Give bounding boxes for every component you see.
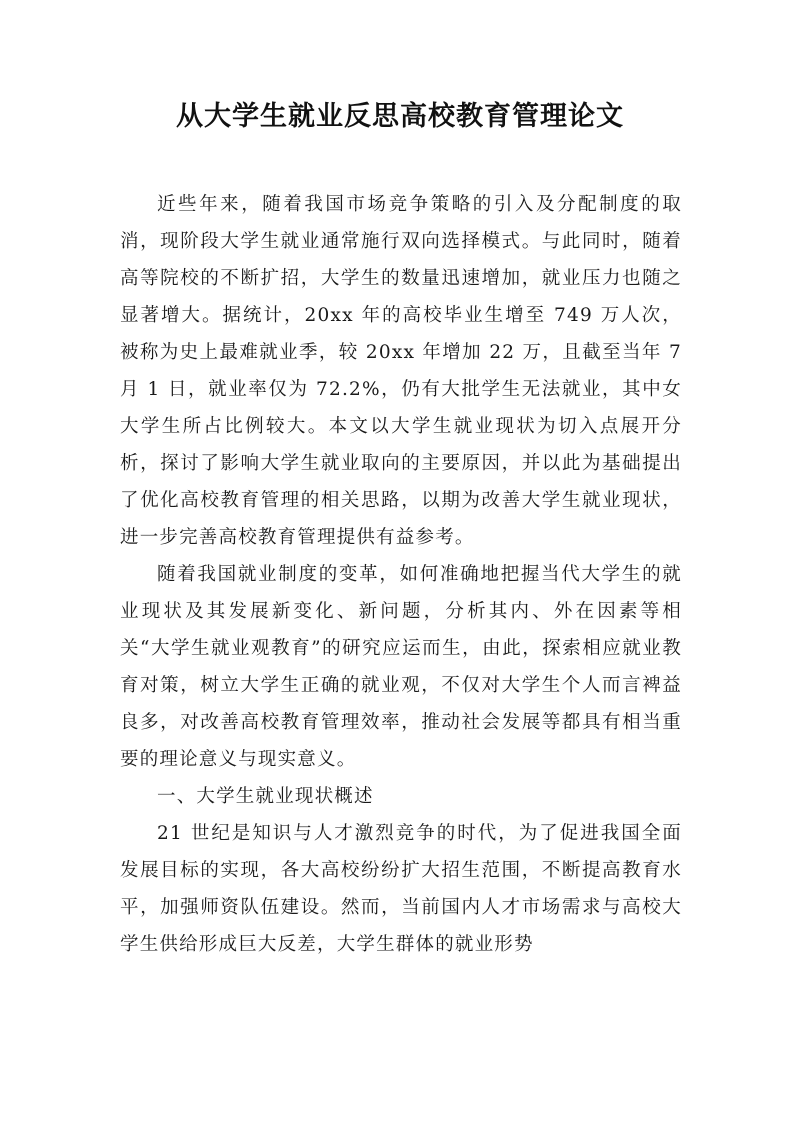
section-paragraph: 21 世纪是知识与人才激烈竞争的时代，为了促进我国全面发展目标的实现，各大高校纷纷扩大招生范围，不断提高教育水平，加强师资队伍建设。然而，当前国内人才市场需求与高校大学生供给形成巨大反差，大学生群体的就业形势 [120, 823, 682, 955]
document-title: 从大学生就业反思高校教育管理论文 [176, 101, 624, 132]
document-body [120, 186, 682, 963]
intro-paragraph: 近些年来，随着我国市场竞争策略的引入及分配制度的取消，现阶段大学生就业通常施行双向选择模式。与此同时，随着高等院校的不断扩招，大学生的数量迅速增加，就业压力也随之显著增大。据统计，20xx 年的高校毕业生增至 749 万人次，被称为史上最难就业季，较 20xx 年增加 22 万，且截至当年 7 月 1 日，就业率仅为 72.2%，仍有大批学生无法就业，其中女大学生所占比例较大。本文以大学生就业现状为切入点展开分析，探讨了影响大学生就业取向的主要原因，并以此为基础提出了优化高校教育管理的相关思路，以期为改善大学生就业现状，进一步完善高校教育管理提供有益参考。 [120, 194, 682, 548]
background-paragraph: 随着我国就业制度的变革，如何准确地把握当代大学生的就业现状及其发展新变化、新问题，分析其内、外在因素等相关“大学生就业观教育”的研究应运而生，由此，探索相应就业教育对策，树立大学生正确的就业观，不仅对大学生个人而言裨益良多，对改善高校教育管理效率，推动社会发展等都具有相当重要的理论意义与现实意义。 [120, 564, 682, 770]
section-heading: 一、大学生就业现状概述 [157, 786, 374, 807]
